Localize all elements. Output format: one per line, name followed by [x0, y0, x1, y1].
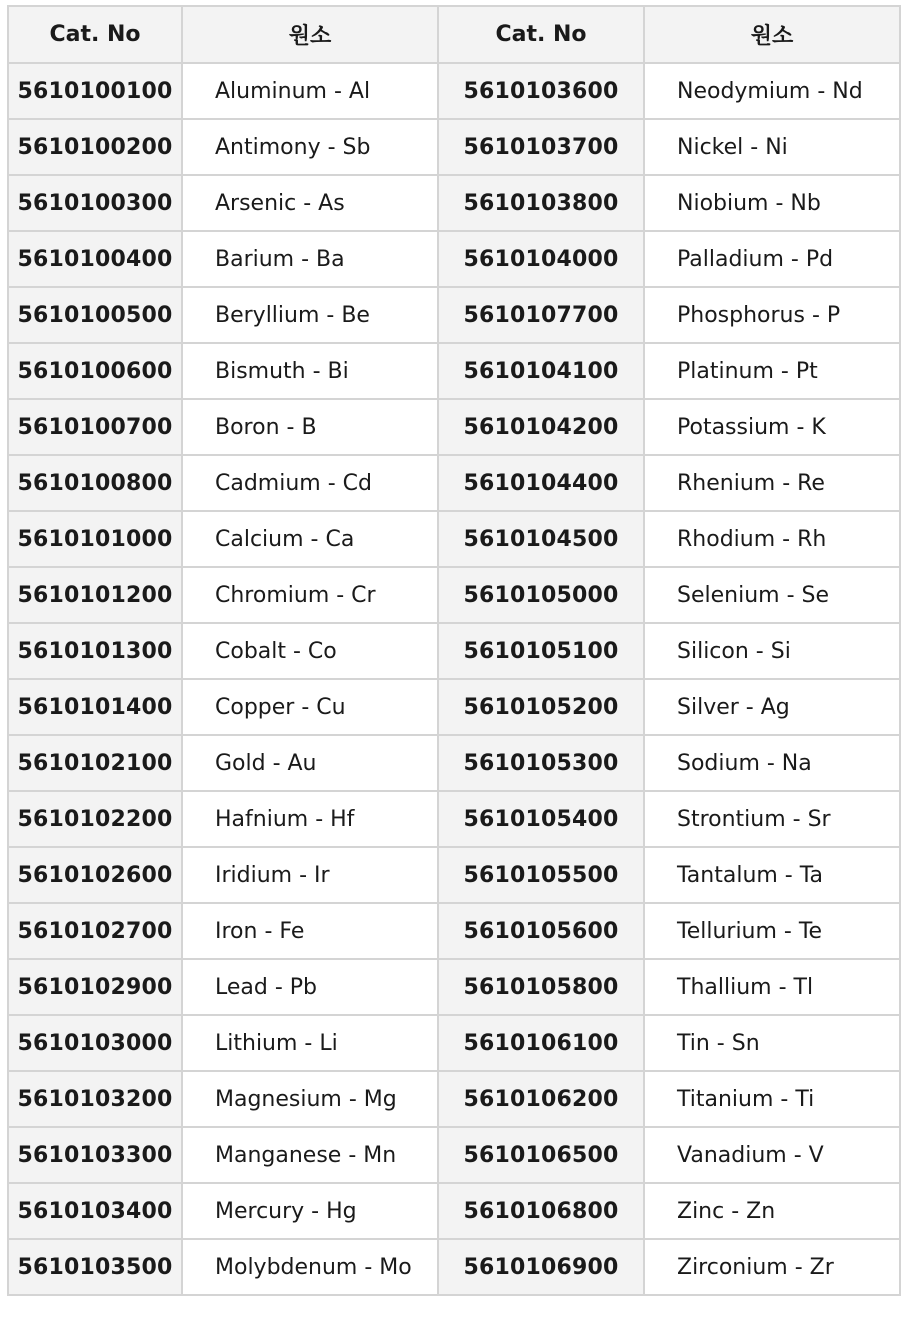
element-right-cell: Potassium - K: [644, 399, 900, 455]
element-right-cell: Sodium - Na: [644, 735, 900, 791]
cat-no-right-cell: 5610104500: [438, 511, 644, 567]
element-left-cell: Gold - Au: [182, 735, 438, 791]
element-left-cell: Chromium - Cr: [182, 567, 438, 623]
cat-no-left-cell: 5610103200: [8, 1071, 182, 1127]
table-row: [8, 175, 900, 231]
cat-no-right-cell: 5610104000: [438, 231, 644, 287]
element-left-cell: Calcium - Ca: [182, 511, 438, 567]
table-row: [8, 63, 900, 119]
table-row: [8, 847, 900, 903]
cat-no-left-cell: 5610100500: [8, 287, 182, 343]
table-row: [8, 399, 900, 455]
cat-no-right-cell: 5610106200: [438, 1071, 644, 1127]
element-right-cell: Tin - Sn: [644, 1015, 900, 1071]
table-row: [8, 791, 900, 847]
cat-no-right-cell: 5610105800: [438, 959, 644, 1015]
element-right-cell: Strontium - Sr: [644, 791, 900, 847]
cat-no-right-cell: 5610106100: [438, 1015, 644, 1071]
cat-no-left-cell: 5610101000: [8, 511, 182, 567]
cat-no-right-cell: 5610103600: [438, 63, 644, 119]
element-right-cell: Titanium - Ti: [644, 1071, 900, 1127]
element-left-cell: Lead - Pb: [182, 959, 438, 1015]
cat-no-left-cell: 5610100300: [8, 175, 182, 231]
cat-no-left-cell: 5610103500: [8, 1239, 182, 1295]
element-right-cell: Zirconium - Zr: [644, 1239, 900, 1295]
table-row: [8, 511, 900, 567]
header-cat-no-right: Cat. No: [438, 6, 644, 63]
cat-no-right-cell: 5610107700: [438, 287, 644, 343]
element-right-cell: Vanadium - V: [644, 1127, 900, 1183]
cat-no-left-cell: 5610102900: [8, 959, 182, 1015]
cat-no-left-cell: 5610100600: [8, 343, 182, 399]
element-left-cell: Manganese - Mn: [182, 1127, 438, 1183]
cat-no-right-cell: 5610104200: [438, 399, 644, 455]
cat-no-left-cell: 5610102200: [8, 791, 182, 847]
element-right-cell: Silicon - Si: [644, 623, 900, 679]
cat-no-left-cell: 5610102600: [8, 847, 182, 903]
element-right-cell: Rhodium - Rh: [644, 511, 900, 567]
element-right-cell: Zinc - Zn: [644, 1183, 900, 1239]
cat-no-left-cell: 5610100700: [8, 399, 182, 455]
element-right-cell: Selenium - Se: [644, 567, 900, 623]
element-left-cell: Hafnium - Hf: [182, 791, 438, 847]
cat-no-left-cell: 5610102100: [8, 735, 182, 791]
cat-no-right-cell: 5610105500: [438, 847, 644, 903]
header-cat-no-left: Cat. No: [8, 6, 182, 63]
element-left-cell: Bismuth - Bi: [182, 343, 438, 399]
cat-no-left-cell: 5610103300: [8, 1127, 182, 1183]
table-row: [8, 119, 900, 175]
element-left-cell: Arsenic - As: [182, 175, 438, 231]
table-row: [8, 287, 900, 343]
cat-no-right-cell: 5610105100: [438, 623, 644, 679]
table-row: [8, 1071, 900, 1127]
cat-no-left-cell: 5610101200: [8, 567, 182, 623]
element-right-cell: Silver - Ag: [644, 679, 900, 735]
table-row: [8, 1015, 900, 1071]
element-right-cell: Neodymium - Nd: [644, 63, 900, 119]
element-right-cell: Phosphorus - P: [644, 287, 900, 343]
cat-no-right-cell: 5610105600: [438, 903, 644, 959]
table-row: [8, 231, 900, 287]
table-row: [8, 343, 900, 399]
table-row: [8, 1127, 900, 1183]
cat-no-left-cell: 5610101400: [8, 679, 182, 735]
cat-no-right-cell: 5610105200: [438, 679, 644, 735]
element-left-cell: Aluminum - Al: [182, 63, 438, 119]
cat-no-left-cell: 5610103000: [8, 1015, 182, 1071]
element-left-cell: Molybdenum - Mo: [182, 1239, 438, 1295]
table-row: [8, 679, 900, 735]
cat-no-right-cell: 5610105400: [438, 791, 644, 847]
element-left-cell: Antimony - Sb: [182, 119, 438, 175]
table-row: [8, 959, 900, 1015]
table-body: [8, 63, 900, 1295]
element-left-cell: Iridium - Ir: [182, 847, 438, 903]
table-row: [8, 1183, 900, 1239]
table-row: [8, 1239, 900, 1295]
element-right-cell: Nickel - Ni: [644, 119, 900, 175]
element-right-cell: Niobium - Nb: [644, 175, 900, 231]
element-right-cell: Rhenium - Re: [644, 455, 900, 511]
cat-no-left-cell: 5610100200: [8, 119, 182, 175]
cat-no-right-cell: 5610104100: [438, 343, 644, 399]
table-row: [8, 455, 900, 511]
cat-no-right-cell: 5610105300: [438, 735, 644, 791]
cat-no-left-cell: 5610100100: [8, 63, 182, 119]
cat-no-right-cell: 5610103700: [438, 119, 644, 175]
cat-no-left-cell: 5610103400: [8, 1183, 182, 1239]
element-catalog-table: [7, 5, 901, 1296]
element-left-cell: Iron - Fe: [182, 903, 438, 959]
cat-no-right-cell: 5610103800: [438, 175, 644, 231]
header-element-right: 원소: [644, 6, 900, 63]
element-left-cell: Mercury - Hg: [182, 1183, 438, 1239]
element-left-cell: Cobalt - Co: [182, 623, 438, 679]
cat-no-left-cell: 5610100800: [8, 455, 182, 511]
cat-no-right-cell: 5610104400: [438, 455, 644, 511]
cat-no-right-cell: 5610106500: [438, 1127, 644, 1183]
element-left-cell: Copper - Cu: [182, 679, 438, 735]
table-header-row: [8, 6, 900, 63]
element-table-container: [7, 5, 899, 1296]
table-row: [8, 623, 900, 679]
cat-no-left-cell: 5610101300: [8, 623, 182, 679]
header-element-left: 원소: [182, 6, 438, 63]
element-right-cell: Palladium - Pd: [644, 231, 900, 287]
element-right-cell: Thallium - Tl: [644, 959, 900, 1015]
cat-no-right-cell: 5610106900: [438, 1239, 644, 1295]
cat-no-left-cell: 5610100400: [8, 231, 182, 287]
element-right-cell: Tellurium - Te: [644, 903, 900, 959]
element-right-cell: Tantalum - Ta: [644, 847, 900, 903]
element-left-cell: Cadmium - Cd: [182, 455, 438, 511]
table-row: [8, 735, 900, 791]
element-left-cell: Magnesium - Mg: [182, 1071, 438, 1127]
cat-no-right-cell: 5610105000: [438, 567, 644, 623]
element-right-cell: Platinum - Pt: [644, 343, 900, 399]
table-row: [8, 903, 900, 959]
element-left-cell: Boron - B: [182, 399, 438, 455]
element-left-cell: Beryllium - Be: [182, 287, 438, 343]
cat-no-right-cell: 5610106800: [438, 1183, 644, 1239]
element-left-cell: Barium - Ba: [182, 231, 438, 287]
table-row: [8, 567, 900, 623]
cat-no-left-cell: 5610102700: [8, 903, 182, 959]
element-left-cell: Lithium - Li: [182, 1015, 438, 1071]
